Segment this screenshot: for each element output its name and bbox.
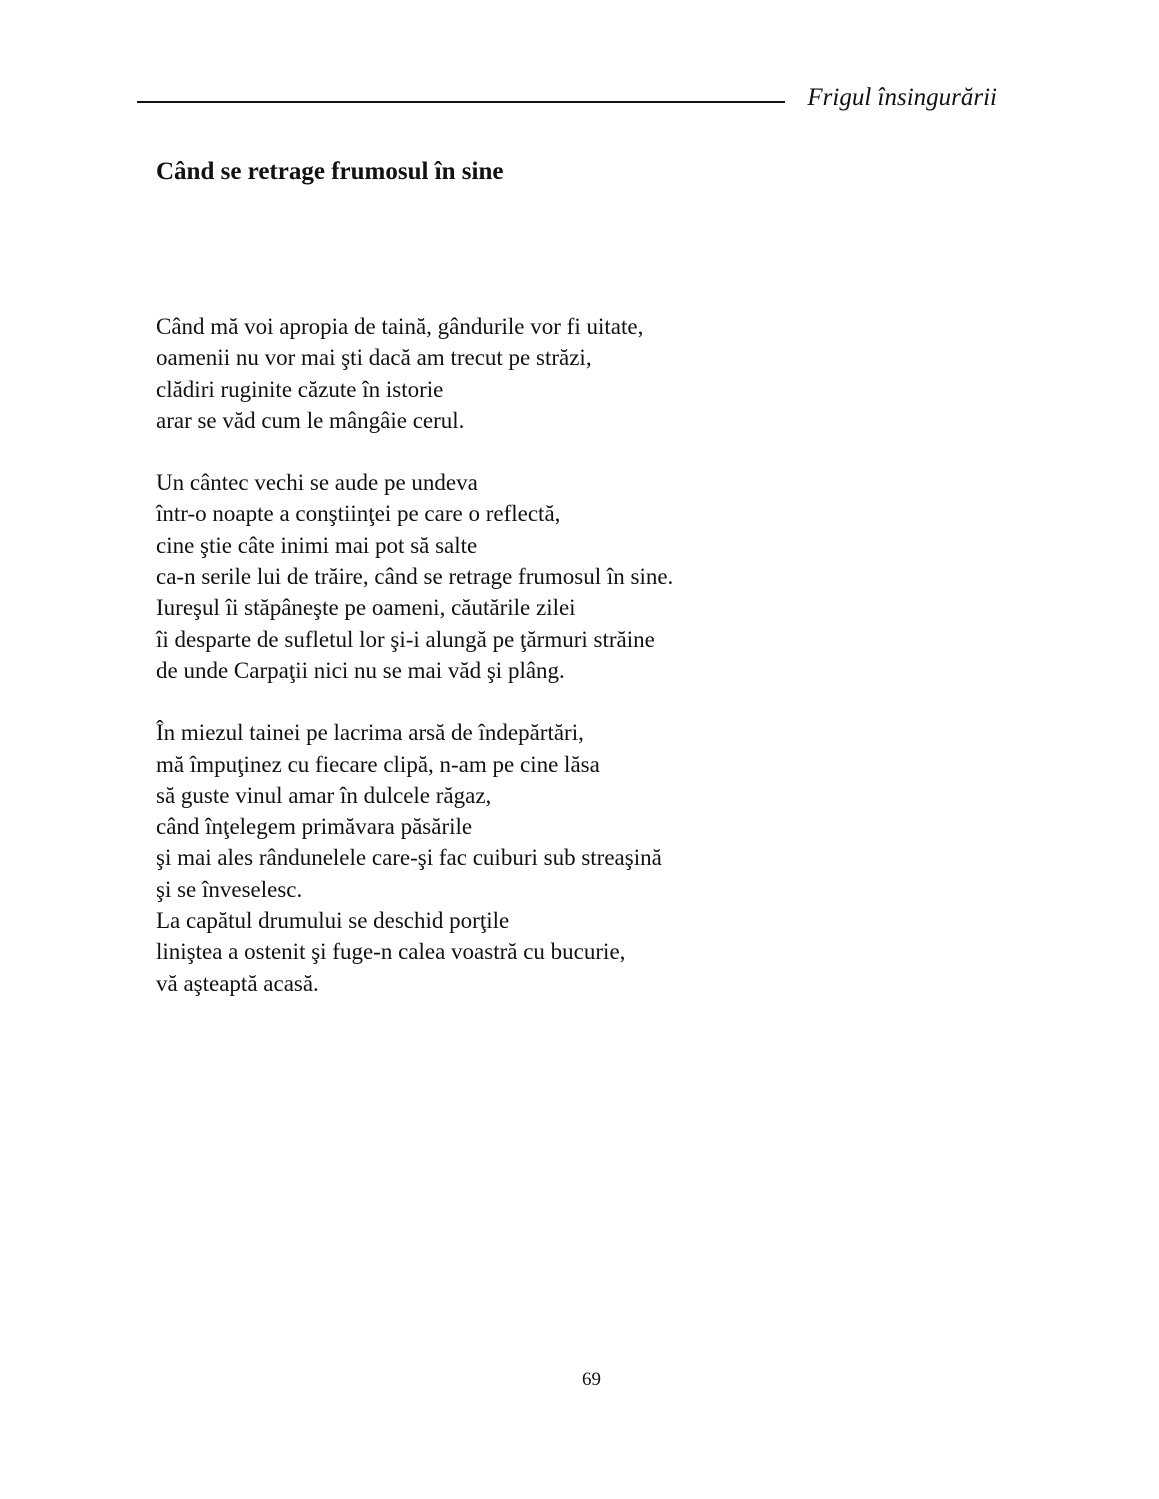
poem-line: când înţelegem primăvara păsările [156,814,473,840]
poem-body [156,311,856,1030]
poem-line: vă aşteaptă acasă. [156,970,319,996]
stanza-2 [156,467,856,686]
running-header [137,82,997,114]
poem-line: mă împuţinez cu fiecare clipă, n-am pe cine lăsa [156,751,600,777]
poem-line: oamenii nu vor mai şti dacă am trecut pe străzi, [156,345,592,371]
poem-line: Iureşul îi stăpâneşte pe oameni, căutările zilei [156,595,576,621]
running-title: Frigul însingurării [807,84,997,111]
poem-line: de unde Carpaţii nici nu se mai văd şi plâng. [156,657,565,683]
poem-line: liniştea a ostenit şi fuge-n calea voastră cu bucurie, [156,939,626,965]
poem-line: arar se văd cum le mângâie cerul. [156,407,465,433]
poem-line: şi se înveselesc. [156,876,303,902]
poem-title: Când se retrage frumosul în sine [156,158,504,185]
poem-line: Un cântec vechi se aude pe undeva [156,470,478,496]
stanza-1 [156,311,856,436]
poem-line: Când mă voi apropia de taină, gândurile vor fi uitate, [156,314,644,339]
page-number: 69 [582,1369,601,1390]
poem-line: într-o noapte a conştiinţei pe care o reflectă, [156,501,561,527]
poem-line: îi desparte de sufletul lor şi-i alungă pe ţărmuri străine [156,626,655,652]
poem-line: cine ştie câte inimi mai pot să salte [156,532,478,558]
poem-line: şi mai ales rândunelele care-şi fac cuiburi sub streaşină [156,845,662,871]
poem-line: În miezul tainei pe lacrima arsă de îndepărtări, [156,720,584,746]
poem-line: clădiri ruginite căzute în istorie [156,376,444,402]
stanza-3 [156,717,856,999]
poem-line: să guste vinul amar în dulcele răgaz, [156,782,492,808]
poem-line: ca-n serile lui de trăire, când se retrage frumosul în sine. [156,564,674,590]
poem-line: La capătul drumului se deschid porţile [156,908,510,934]
header-rule [137,101,785,103]
